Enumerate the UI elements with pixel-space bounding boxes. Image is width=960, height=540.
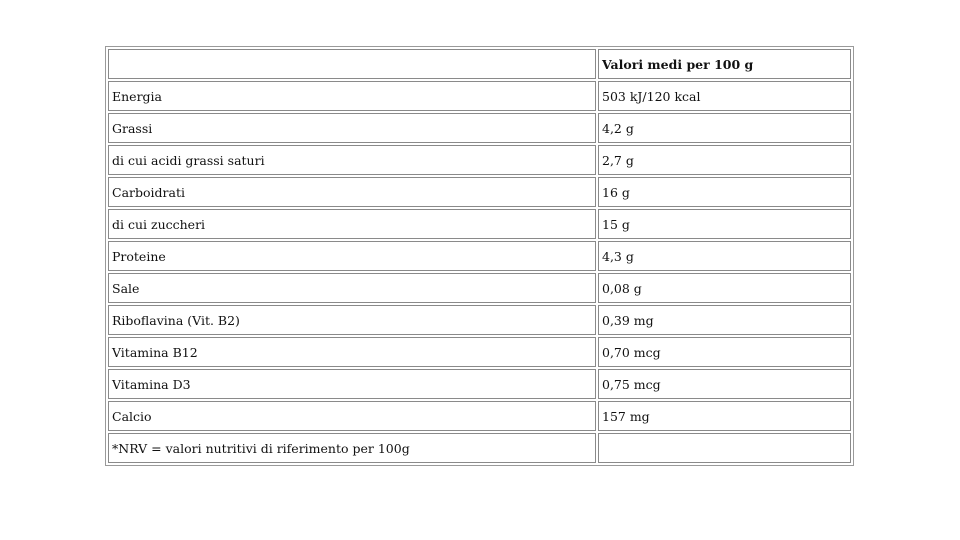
footnote-empty-cell [598, 433, 851, 463]
nutrient-name: Vitamina D3 [108, 369, 596, 399]
nutrient-value: 0,70 mcg [598, 337, 851, 367]
nutrient-value: 157 mg [598, 401, 851, 431]
table-row [108, 145, 851, 175]
table-header-row [108, 49, 851, 79]
table-row [108, 209, 851, 239]
table-row [108, 177, 851, 207]
table-row [108, 273, 851, 303]
nutrition-table [105, 46, 854, 466]
table-row [108, 305, 851, 335]
header-empty-cell [108, 49, 596, 79]
table-row [108, 401, 851, 431]
nutrient-value: 0,39 mg [598, 305, 851, 335]
nutrient-value: 4,3 g [598, 241, 851, 271]
table-row [108, 369, 851, 399]
nutrient-value: 16 g [598, 177, 851, 207]
table-row [108, 81, 851, 111]
nutrient-name: Vitamina B12 [108, 337, 596, 367]
nutrient-value: 0,75 mcg [598, 369, 851, 399]
table-row [108, 113, 851, 143]
nutrient-value: 2,7 g [598, 145, 851, 175]
footnote-text: *NRV = valori nutritivi di riferimento per 100g [108, 433, 596, 463]
nutrient-name: Riboflavina (Vit. B2) [108, 305, 596, 335]
nutrient-name: Proteine [108, 241, 596, 271]
table-footnote-row [108, 433, 851, 463]
nutrient-value: 0,08 g [598, 273, 851, 303]
nutrient-name: di cui acidi grassi saturi [108, 145, 596, 175]
nutrient-name: di cui zuccheri [108, 209, 596, 239]
table-row [108, 337, 851, 367]
nutrient-value: 15 g [598, 209, 851, 239]
nutrient-name: Sale [108, 273, 596, 303]
nutrient-value: 4,2 g [598, 113, 851, 143]
nutrient-name: Carboidrati [108, 177, 596, 207]
nutrient-name: Calcio [108, 401, 596, 431]
nutrient-value: 503 kJ/120 kcal [598, 81, 851, 111]
nutrient-name: Energia [108, 81, 596, 111]
table-row [108, 241, 851, 271]
nutrient-name: Grassi [108, 113, 596, 143]
header-value-cell: Valori medi per 100 g [598, 49, 851, 79]
